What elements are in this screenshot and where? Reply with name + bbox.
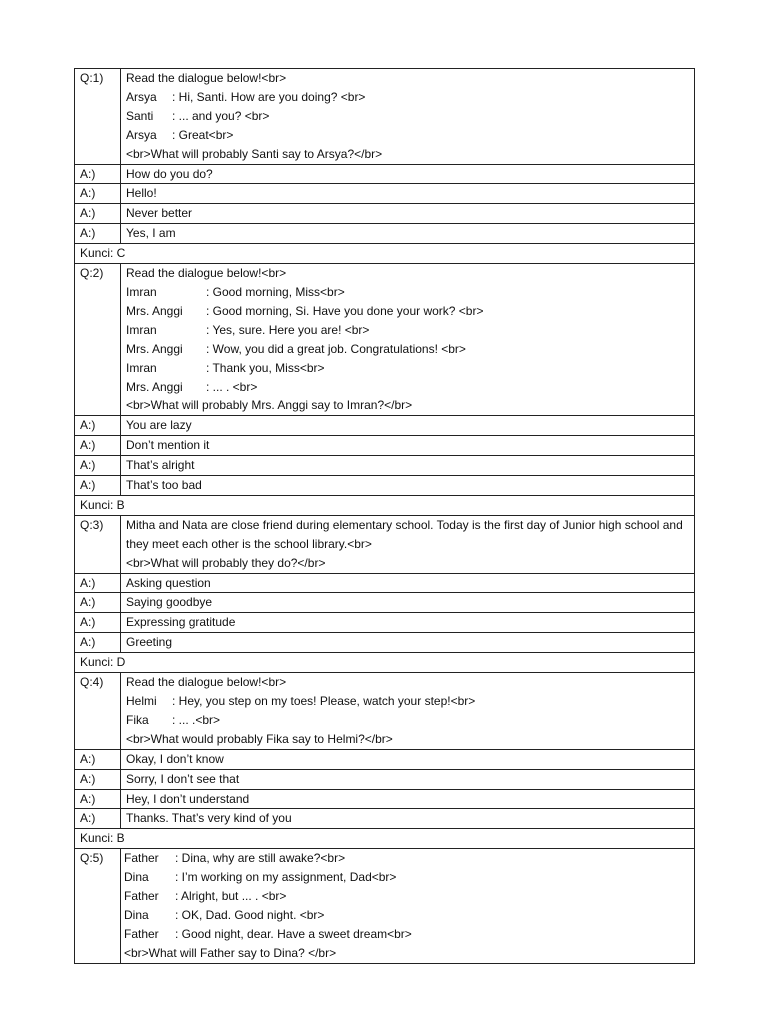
speaker-name: Arsya (126, 89, 157, 104)
question-label: Q:2) (75, 264, 121, 416)
answer-key: Kunci: B (75, 829, 695, 849)
speaker-name: Helmi (126, 694, 157, 708)
dialogue-text: : I’m working on my assignment, Dad<br> (175, 870, 397, 885)
answer-text: Greeting (121, 633, 695, 653)
answer-row (75, 613, 695, 633)
question-row (75, 673, 695, 750)
answer-key-row (75, 829, 695, 849)
dialogue-line (126, 321, 689, 340)
question-body (121, 673, 695, 750)
dialogue-line (126, 340, 689, 359)
question-prompt: <br>What would probably Fika say to Helmi?</br> (126, 731, 393, 746)
answer-row (75, 593, 695, 613)
answer-label: A:) (75, 573, 121, 593)
question-intro: Read the dialogue below!<br> (126, 675, 287, 690)
dialogue-text: : Good night, dear. Have a sweet dream<br> (175, 926, 412, 941)
dialogue-line (124, 906, 689, 925)
answer-text: Asking question (121, 573, 695, 593)
question-intro: Read the dialogue below!<br> (126, 266, 287, 281)
answer-text: Saying goodbye (121, 593, 695, 613)
answer-label: A:) (75, 456, 121, 476)
dialogue-line (126, 283, 689, 302)
answer-text: Hey, I don’t understand (121, 789, 695, 809)
dialogue-text: : ... . <br> (206, 379, 258, 394)
answer-label: A:) (75, 613, 121, 633)
question-label: Q:5) (75, 849, 121, 963)
quiz-document (74, 68, 695, 964)
dialogue-text: : Wow, you did a great job. Congratulations! <br> (206, 341, 466, 356)
answer-row (75, 476, 695, 496)
speaker-name: Mrs. Anggi (126, 303, 183, 318)
question-row (75, 264, 695, 416)
answer-row (75, 789, 695, 809)
answer-row (75, 184, 695, 204)
question-body (121, 69, 695, 165)
dialogue-text: : Good morning, Miss<br> (206, 284, 345, 299)
answer-row (75, 633, 695, 653)
dialogue-line (126, 107, 689, 126)
question-label: Q:4) (75, 673, 121, 750)
answer-label: A:) (75, 416, 121, 436)
answer-row (75, 456, 695, 476)
answer-row (75, 809, 695, 829)
answer-key-row (75, 653, 695, 673)
dialogue-text: : Hey, you step on my toes! Please, watch your step!<br> (172, 694, 476, 708)
speaker-name: Fika (126, 712, 149, 727)
answer-row (75, 573, 695, 593)
dialogue-line (126, 302, 689, 321)
dialogue-text: : Good morning, Si. Have you done your work? <br> (206, 303, 484, 318)
speaker-name: Santi (126, 108, 154, 123)
dialogue-text: : Great<br> (172, 127, 234, 142)
answer-label: A:) (75, 164, 121, 184)
answer-key: Kunci: D (75, 653, 695, 673)
speaker-name: Imran (126, 284, 157, 299)
question-intro: Mitha and Nata are close friend during elementary school. Today is the first day of Junior high school and they meet each other is the school library.<br> (126, 517, 683, 551)
question-intro: Read the dialogue below!<br> (126, 71, 287, 85)
dialogue-text: : ... and you? <br> (172, 108, 270, 123)
answer-text: Okay, I don’t know (121, 749, 695, 769)
answer-text: You are lazy (121, 416, 695, 436)
dialogue-line (126, 126, 689, 145)
answer-label: A:) (75, 809, 121, 829)
answer-text: How do you do? (121, 164, 695, 184)
answer-label: A:) (75, 769, 121, 789)
answer-text: Expressing gratitude (121, 613, 695, 633)
speaker-name: Dina (124, 870, 149, 885)
answer-row (75, 204, 695, 224)
answer-label: A:) (75, 633, 121, 653)
dialogue-line (124, 887, 689, 906)
speaker-name: Father (124, 926, 159, 941)
answer-text: Thanks. That’s very kind of you (121, 809, 695, 829)
dialogue-line (124, 868, 689, 887)
question-row (75, 515, 695, 573)
dialogue-line (124, 925, 689, 944)
dialogue-line (124, 849, 689, 868)
answer-text: That’s alright (121, 456, 695, 476)
speaker-name: Imran (126, 360, 157, 375)
answer-row (75, 416, 695, 436)
question-row (75, 69, 695, 165)
question-prompt: <br>What will Father say to Dina? </br> (124, 945, 337, 960)
speaker-name: Mrs. Anggi (126, 341, 183, 356)
speaker-name: Imran (126, 322, 157, 337)
answer-key-row (75, 495, 695, 515)
question-label: Q:1) (75, 69, 121, 165)
dialogue-text: : Dina, why are still awake?<br> (175, 851, 346, 866)
answer-text: That’s too bad (121, 476, 695, 496)
dialogue-text: : OK, Dad. Good night. <br> (175, 907, 325, 922)
answer-label: A:) (75, 789, 121, 809)
answer-row (75, 436, 695, 456)
dialogue-text: : Yes, sure. Here you are! <br> (206, 322, 370, 337)
dialogue-line (126, 711, 689, 730)
answer-label: A:) (75, 749, 121, 769)
speaker-name: Father (124, 889, 159, 904)
answer-text: Hello! (121, 184, 695, 204)
answer-text: Never better (121, 204, 695, 224)
question-body (121, 515, 695, 573)
answer-label: A:) (75, 184, 121, 204)
question-label: Q:3) (75, 515, 121, 573)
dialogue-line (126, 359, 689, 378)
question-prompt: <br>What will probably Mrs. Anggi say to Imran?</br> (126, 398, 413, 413)
question-body (121, 849, 695, 963)
answer-text: Yes, I am (121, 224, 695, 244)
dialogue-text: : Thank you, Miss<br> (206, 360, 325, 375)
dialogue-line (126, 378, 689, 397)
question-body (121, 264, 695, 416)
answer-row (75, 749, 695, 769)
answer-text: Don’t mention it (121, 436, 695, 456)
question-prompt: <br>What will probably Santi say to Arsya?</br> (126, 146, 383, 161)
question-row (75, 849, 695, 963)
dialogue-text: : Hi, Santi. How are you doing? <br> (172, 89, 366, 104)
answer-label: A:) (75, 476, 121, 496)
question-prompt: <br>What will probably they do?</br> (126, 555, 326, 570)
answer-row (75, 164, 695, 184)
dialogue-text: : ... .<br> (172, 712, 221, 727)
answer-key: Kunci: B (75, 495, 695, 515)
quiz-table (74, 68, 695, 964)
answer-row (75, 224, 695, 244)
dialogue-text: : Alright, but ... . <br> (175, 889, 287, 904)
speaker-name: Arsya (126, 127, 157, 142)
speaker-name: Dina (124, 907, 149, 922)
answer-label: A:) (75, 593, 121, 613)
dialogue-line (126, 692, 689, 711)
answer-key: Kunci: C (75, 244, 695, 264)
answer-text: Sorry, I don’t see that (121, 769, 695, 789)
answer-label: A:) (75, 204, 121, 224)
speaker-name: Mrs. Anggi (126, 379, 183, 394)
answer-row (75, 769, 695, 789)
answer-key-row (75, 244, 695, 264)
speaker-name: Father (124, 851, 159, 866)
dialogue-line (126, 88, 689, 107)
answer-label: A:) (75, 436, 121, 456)
answer-label: A:) (75, 224, 121, 244)
